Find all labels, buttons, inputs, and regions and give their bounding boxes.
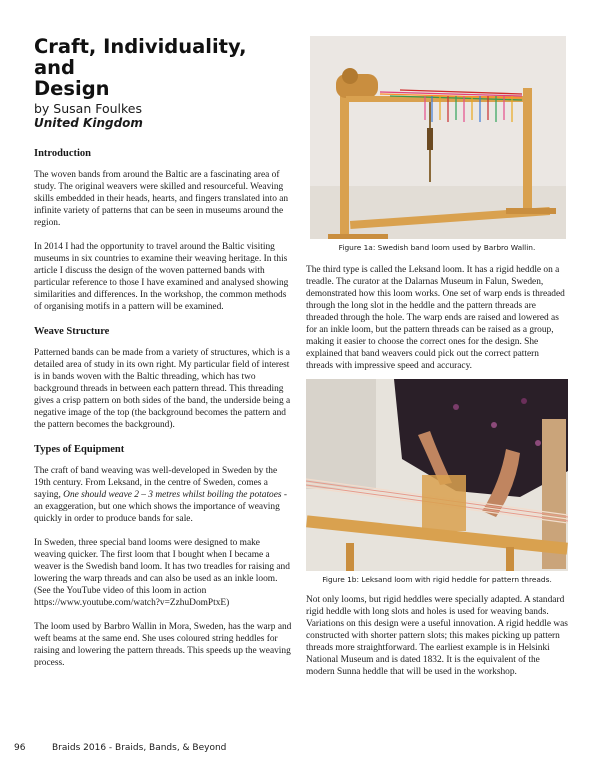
author-country: United Kingdom <box>34 116 143 130</box>
author-byline: by Susan Foulkes <box>34 101 143 116</box>
right-column <box>306 36 568 678</box>
intro-paragraph-1: The woven bands from around the Baltic are a fascinating area of study. The original weavers were skilled and resourceful. Weaving skills embedded in their heads, hearts, and fingers translated into an infinite variety of patterns that can be seen in museums around the region. <box>34 170 289 228</box>
article-title <box>34 36 292 99</box>
equipment-paragraph-3: The loom used by Barbro Wallin in Mora, Sweden, has the warp and weft beams at the same end. She uses coloured string heddles for raising and lowering the pattern threads. This speeds up the weaving process. <box>34 622 292 668</box>
swedish-band-loom-illustration <box>310 36 566 239</box>
equipment-paragraph-1-a: The craft of band weaving was well-developed in Sweden by the 19th century. From Leksand, in the centre of Sweden, comes a saying, <box>34 466 278 500</box>
intro-paragraph-2: In 2014 I had the opportunity to travel around the Baltic visiting museums in six countries to examine their weaving heritage. In this article I discuss the design of the woven patterned bands with particular reference to those I have examined and analysed showing similarities and differences. In the workshop, the common methods of organising motifs in a pattern will be examined. <box>34 242 289 312</box>
right-paragraph-2: Not only looms, but rigid heddles were specially adapted. A standard rigid heddle with long slots and holes is used for weaving bands. Variations on this design were a useful innovation. A rigid heddle was constructed with shorter pattern slots; this makes picking up pattern threads more straightforward. The earliest example is in Helsinki National Museum and is dated 1832. It is the equivalent of the modern Sunna heddle that will be used in the workshop. <box>306 595 568 677</box>
introduction-heading: Introduction <box>34 148 91 159</box>
figure-1b-photo <box>306 379 568 571</box>
weave-structure-heading: Weave Structure <box>34 326 110 337</box>
right-paragraph-1: The third type is called the Leksand loom. It has a rigid heddle on a treadle. The curator at the Dalarnas Museum in Falun, Sweden, demonstrated how this loom works. One set of warp ends is threaded through the long slot in the heddle and the pattern threads are threaded through the hole. The warp ends are raised and lowered as for an inkle loom, but the pattern threads can be raised as a group, making it easier to choose the correct ones for the design. She explained that band weavers could pick out the correct pattern threads with impressive speed and accuracy. <box>306 265 565 371</box>
title-line-2: Design <box>34 77 110 100</box>
equipment-heading: Types of Equipment <box>34 444 125 455</box>
figure-1b-caption: Figure 1b: Leksand loom with rigid heddle for pattern threads. <box>322 575 552 584</box>
equipment-paragraph-2: In Sweden, three special band looms were designed to make weaving quicker. The first loom that I bought when I became a weaver is the Swedish band loom. It has two treadles for raising and lowering the warp threads and can also be used as an inkle loom. (See the YouTube video of this loom in action https://www.youtube.com/watch?v=ZzhuDomPtxE) <box>34 538 290 608</box>
page-footer <box>14 742 574 754</box>
potatoes-saying: One should weave 2 – 3 metres whilst boiling the potatoes <box>63 490 282 500</box>
running-title: Braids 2016 - Braids, Bands, & Beyond <box>52 743 227 753</box>
figure-1a-caption: Figure 1a: Swedish band loom used by Barbro Wallin. <box>338 243 536 252</box>
title-line-1: Craft, Individuality, and <box>34 35 247 79</box>
page-number: 96 <box>14 743 26 753</box>
left-column <box>34 36 292 669</box>
figure-1a-photo <box>310 36 566 239</box>
equipment-paragraph-1-b: - an exaggeration, but one which shows the importance of weaving quickly in order to produce bands for sale. <box>34 490 288 524</box>
equipment-paragraph-1 <box>34 465 292 525</box>
weave-paragraph-1: Patterned bands can be made from a variety of structures, which is a detailed area of study in its own right. My particular field of interest is in bands woven with the Baltic threading, which has two background threads in between each pattern thread. This threading gives a crisp pattern on both sides of the band, the underside being a negative image of the top (the background becomes the pattern and the pattern becomes the background). <box>34 348 291 430</box>
leksand-loom-illustration <box>306 379 568 571</box>
